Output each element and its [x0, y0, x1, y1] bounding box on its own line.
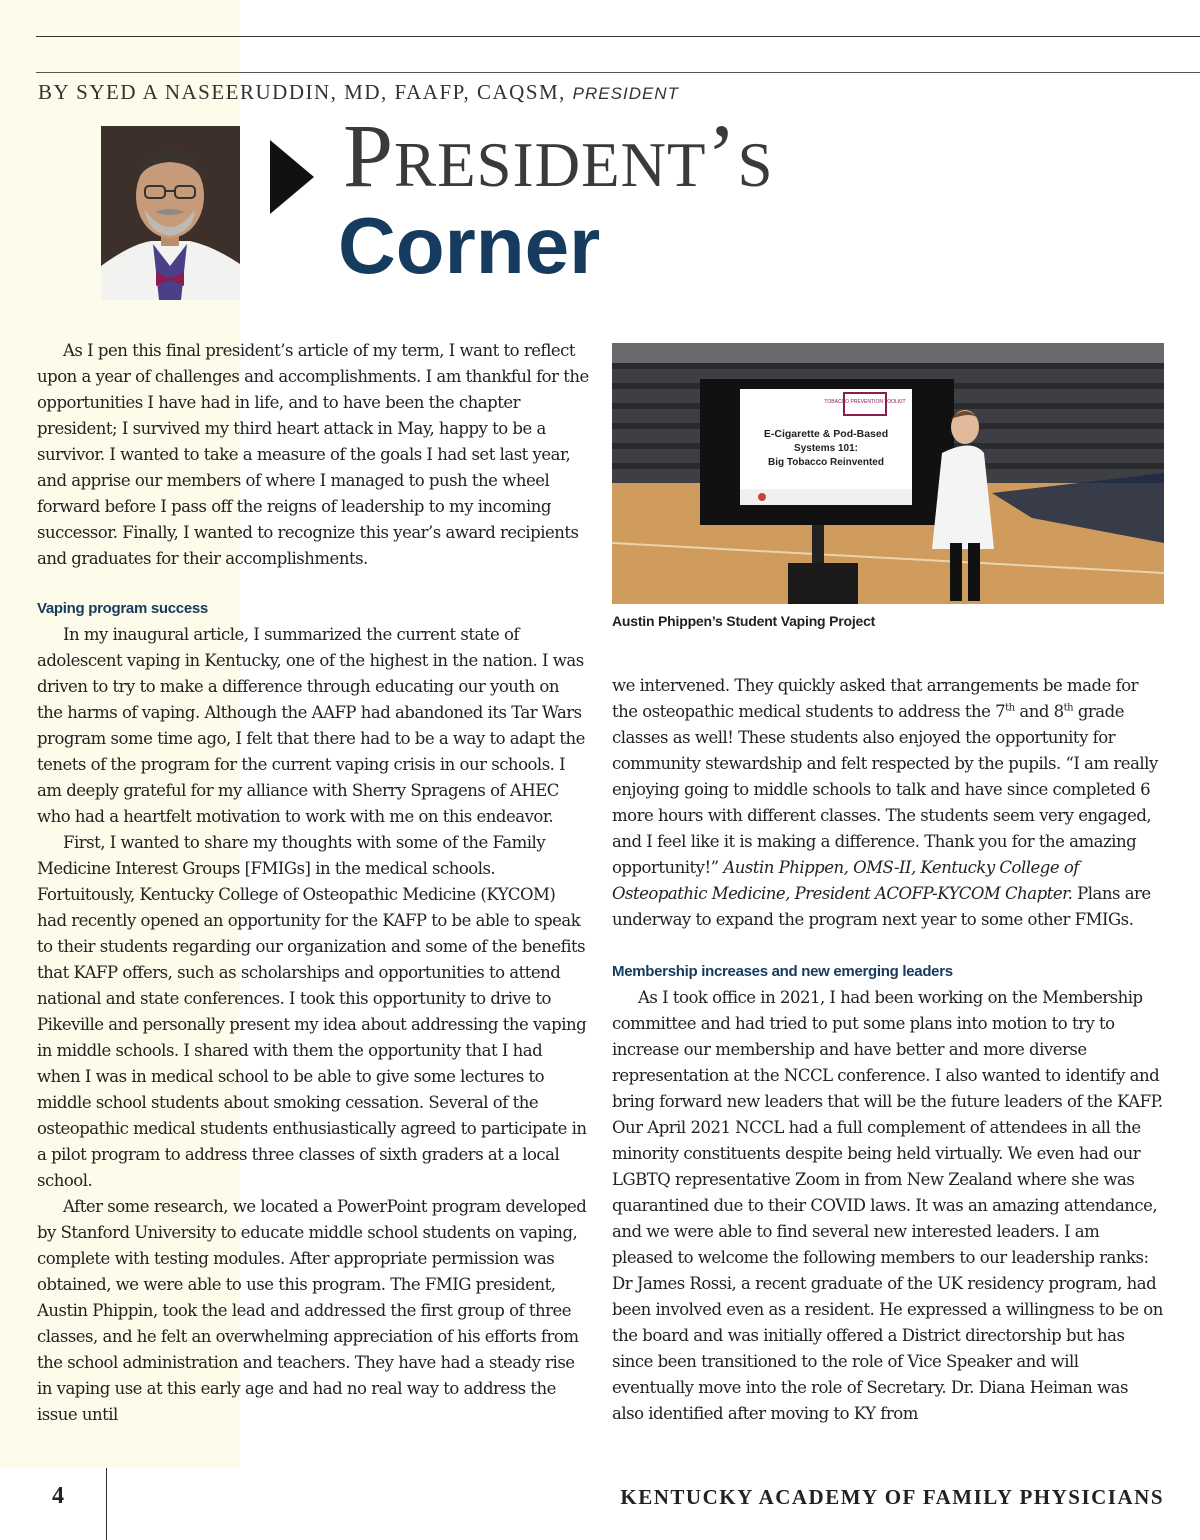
- page-number: 4: [52, 1483, 64, 1509]
- author-portrait: [101, 126, 240, 300]
- intro-paragraph: As I pen this final president’s article of my term, I want to reflect upon a year of challenges and accomplishments. I am thankful for the opportunities I have had in life, and to have been the chapter president; I survived my third heart attack in May, happy to be a survivor. I wanted to take a measure of the goals I had set last year, and apprise our members of where I managed to push the wheel forward before I pass off the reigns of leadership to my incoming successor. Finally, I wanted to recognize this year’s award recipients and graduates for their accomplishments.: [37, 341, 589, 568]
- footer-rule: [106, 1468, 107, 1540]
- paragraph: In my inaugural article, I summarized the current state of adolescent vaping in Kentucky, one of the highest in the nation. I was driven to try to make a difference through educating our youth on the harms of vaping. Although the AAFP had abandoned its Tar Wars program some time ago, I felt that there had to be a way to adapt the tenets of the program for the current vaping crisis in our schools. I am deeply grateful for my alliance with Sherry Spragens of AHEC who had a heartfelt motivation to work with me on this endeavor.: [37, 625, 585, 826]
- title-line-1: President’s: [343, 107, 774, 206]
- text-run: grade classes as well! These students also enjoyed the opportunity for community stewardship and felt respected by the pupils. “I am really enjoying going to middle schools to talk and have since completed 6 more hours with different classes. The students seem very engaged, and I feel like it is making a difference. Thank you for the amazing opportunity!”: [612, 702, 1158, 877]
- byline-role: PRESIDENT: [572, 84, 679, 103]
- column-left: [37, 338, 589, 1428]
- column-right: [612, 673, 1164, 1427]
- vaping-project-photo: [612, 343, 1164, 604]
- quote-attribution: Austin Phippen, OMS-II, Kentucky College of Osteopathic Medicine, President ACOFP-KYCOM Chapter.: [612, 858, 1079, 903]
- top-rule: [36, 36, 1200, 37]
- text-run: we intervened. They quickly asked that arrangements be made for the osteopathic medical students to address the 7: [612, 676, 1139, 721]
- footer-organization: KENTUCKY ACADEMY OF FAMILY PHYSICIANS: [620, 1485, 1164, 1509]
- screen-line-2: Systems 101:: [794, 443, 858, 454]
- text-run: Plans are underway to expand the program next year to some other FMIGs.: [612, 884, 1151, 929]
- screen-badge: TOBACCO PREVENTION TOOLKIT: [824, 399, 906, 405]
- paragraph: As I took office in 2021, I had been working on the Membership committee and had tried to put some plans into motion to try to increase our membership and have better and more diverse representation at the NCCL conference. I also wanted to identify and bring forward new leaders that will be the future leaders of the KAFP. Our April 2021 NCCL had a full complement of attendees in all the minority constituents despite being held virtually. We even had our LGBTQ representative Zoom in from New Zealand where she was quarantined due to their COVID laws. It was an amazing attendance, and we were able to find several new interested leaders. I am pleased to welcome the following members to our leadership ranks: Dr James Rossi, a recent graduate of the UK residency program, had been involved even as a resident. He expressed a willingness to be on the board and was initially offered a District directorship but has since been transitioned to the role of Vice Speaker and will eventually move into the role of Secretary. Dr. Diana Heiman was also identified after moving to KY from: [612, 988, 1163, 1423]
- title-line-2: Corner: [338, 201, 601, 290]
- byline-author: BY SYED A NASEERUDDIN, MD, FAAFP, CAQSM,: [38, 80, 566, 104]
- superscript: th: [1063, 702, 1074, 714]
- screen-line-1: E-Cigarette & Pod-Based: [763, 428, 889, 440]
- paragraph: After some research, we located a PowerPoint program developed by Stanford University to educate middle school students on vaping, complete with testing modules. After appropriate permission was obtained, we were able to use this program. The FMIG president, Austin Phippin, took the lead and addressed the first group of three classes, and he felt an overwhelming appreciation of his efforts from the school administration and teachers. They have had a steady rise in vaping use at this early age and had no real way to address the issue until: [37, 1197, 587, 1424]
- superscript: th: [1005, 702, 1015, 714]
- paragraph: [612, 673, 1164, 933]
- title-arrow-icon: [270, 140, 314, 218]
- screen-line-3: Big Tobacco Reinvented: [768, 457, 884, 468]
- section-heading-vaping: Vaping program success: [37, 600, 208, 617]
- paragraph: First, I wanted to share my thoughts with some of the Family Medicine Interest Groups [FMIGs] in the medical schools. Fortuitously, Kentucky College of Osteopathic Medicine (KYCOM) had recently opened an opportunity for the KAFP to be able to speak to their students regarding our organization and some of the benefits that KAFP offers, such as scholarships and opportunities to attend national and state conferences. I took this opportunity to drive to Pikeville and personally present my idea about addressing the vaping in middle schools. I shared with them the opportunity that I had when I was in medical school to be able to give some lectures to middle school students about smoking cessation. Several of the osteopathic medical students enthusiastically agreed to participate in a pilot program to address three classes of sixth graders at a local school.: [37, 833, 587, 1190]
- byline-rule: [36, 72, 1200, 73]
- byline: [38, 80, 679, 105]
- text-run: and 8: [1014, 702, 1064, 721]
- photo-caption: Austin Phippen’s Student Vaping Project: [612, 613, 876, 629]
- section-heading-membership: Membership increases and new emerging leaders: [612, 963, 953, 980]
